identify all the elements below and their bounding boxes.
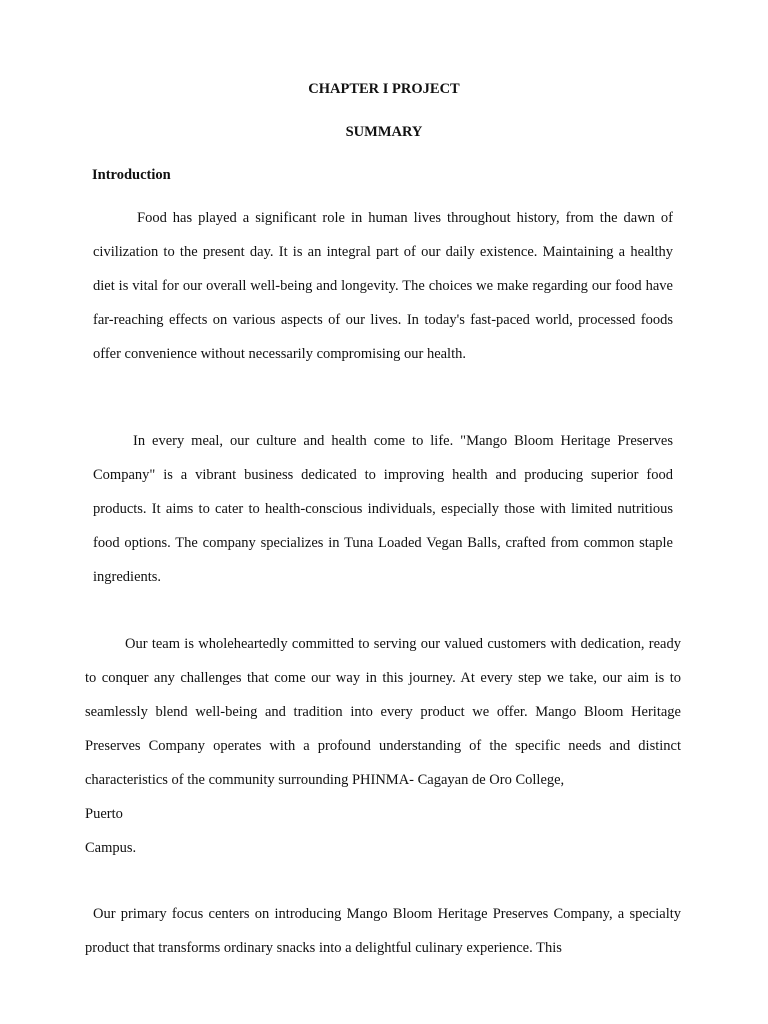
section-heading-introduction: Introduction (92, 167, 171, 183)
paragraph-2: In every meal, our culture and health come to life. "Mango Bloom Heritage Preserves Company" is a vibrant business dedicated to improving health and producing superior food products. It aims to cater to health-conscious individuals, especially those with limited nutritious food options. The company specializes in Tuna Loaded Vegan Balls, crafted from common staple ingredients. (93, 433, 673, 585)
paragraph-1: Food has played a significant role in human lives throughout history, from the dawn of civilization to the present day. It is an integral part of our daily existence. Maintaining a healthy diet is vital for our overall well-being and longevity. The choices we make regarding our food have far-reaching effects on various aspects of our lives. In today's fast-paced world, processed foods offer convenience without necessarily compromising our health. (93, 210, 673, 362)
paragraph-3-line-campus: Campus. (85, 840, 137, 856)
chapter-title: CHAPTER I PROJECT (308, 81, 460, 97)
paragraph-3: Our team is wholeheartedly committed to serving our valued customers with dedication, ready to conquer any challenges that come our way in this journey. At every step we take, our aim is to seamlessly blend well-being and tradition into every product we offer. Mango Bloom Heritage Preserves Company operates with a profound understanding of the specific needs and distinct characteristics of the community surrounding PHINMA- Cagayan de Oro College, (85, 636, 681, 788)
chapter-subtitle: SUMMARY (345, 124, 423, 140)
paragraph-4: Our primary focus centers on introducing Mango Bloom Heritage Preserves Company, a specialty product that transforms ordinary snacks into a delightful culinary experience. This (85, 906, 681, 956)
paragraph-3-line-puerto: Puerto (85, 806, 123, 822)
